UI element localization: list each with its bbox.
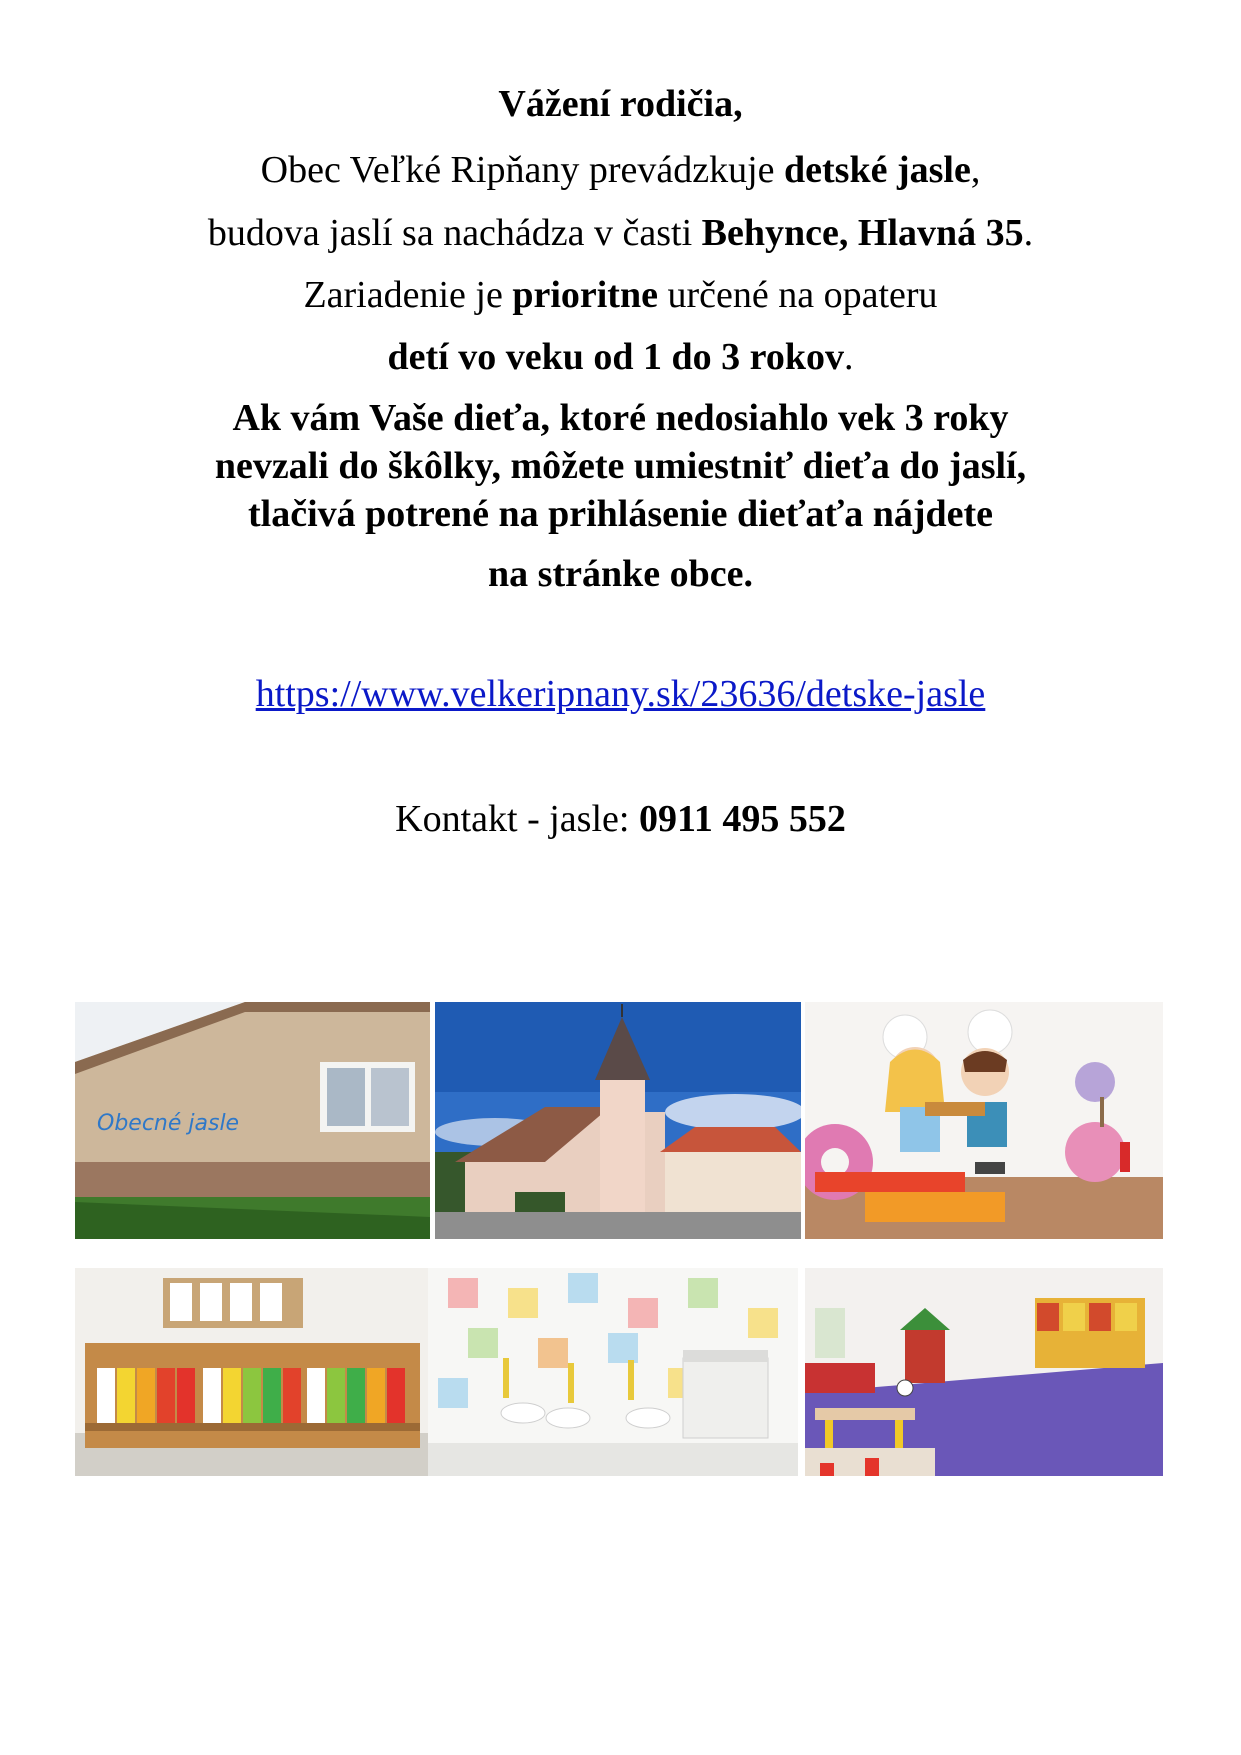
notice-line-1: Ak vám Vaše dieťa, ktoré nedosiahlo vek 3 roky (232, 397, 1009, 439)
age-punct: . (843, 336, 854, 378)
greeting: Vážení rodičia, (498, 83, 743, 125)
photo-church (435, 1002, 801, 1239)
photo-cloakroom-lockers (75, 1268, 430, 1476)
address-text: budova jaslí sa nachádza v časti (207, 212, 702, 254)
photo-washroom (428, 1268, 798, 1476)
notice-line-3: tlačivá potrené na prihlásenie dieťaťa nájdete (247, 493, 994, 535)
contact-line (0, 797, 1241, 841)
age-line (0, 335, 1241, 379)
address-line (0, 211, 1241, 255)
address-punct: . (1023, 212, 1034, 254)
address-bold: Behynce, Hlavná 35 (701, 212, 1024, 254)
contact-label: Kontakt - jasle: (395, 798, 639, 840)
contact-phone: 0911 495 552 (638, 798, 846, 840)
notice-line-2: nevzali do škôlky, môžete umiestniť dieťa do jaslí, (214, 445, 1027, 487)
photo-playroom-mural (805, 1002, 1163, 1239)
photo-play-area (805, 1268, 1163, 1476)
purpose-bold: prioritne (512, 274, 658, 316)
purpose-line (0, 273, 1241, 317)
purpose-text-end: určené na opateru (657, 274, 938, 316)
intro-punct: , (970, 149, 981, 191)
notice-line-4: na stránke obce. (488, 553, 753, 595)
intro-bold: detské jasle (784, 149, 971, 191)
age-bold: detí vo veku od 1 do 3 rokov (387, 336, 844, 378)
building-sign: Obecné jasle (97, 1111, 240, 1136)
intro-text: Obec Veľké Ripňany prevádzkuje (260, 149, 785, 191)
url-line (0, 672, 1241, 716)
intro-line (0, 148, 1241, 192)
photo-building-exterior (75, 1002, 430, 1239)
purpose-text: Zariadenie je (303, 274, 513, 316)
jasle-link[interactable]: https://www.velkeripnany.sk/23636/detske-jasle (255, 673, 986, 715)
